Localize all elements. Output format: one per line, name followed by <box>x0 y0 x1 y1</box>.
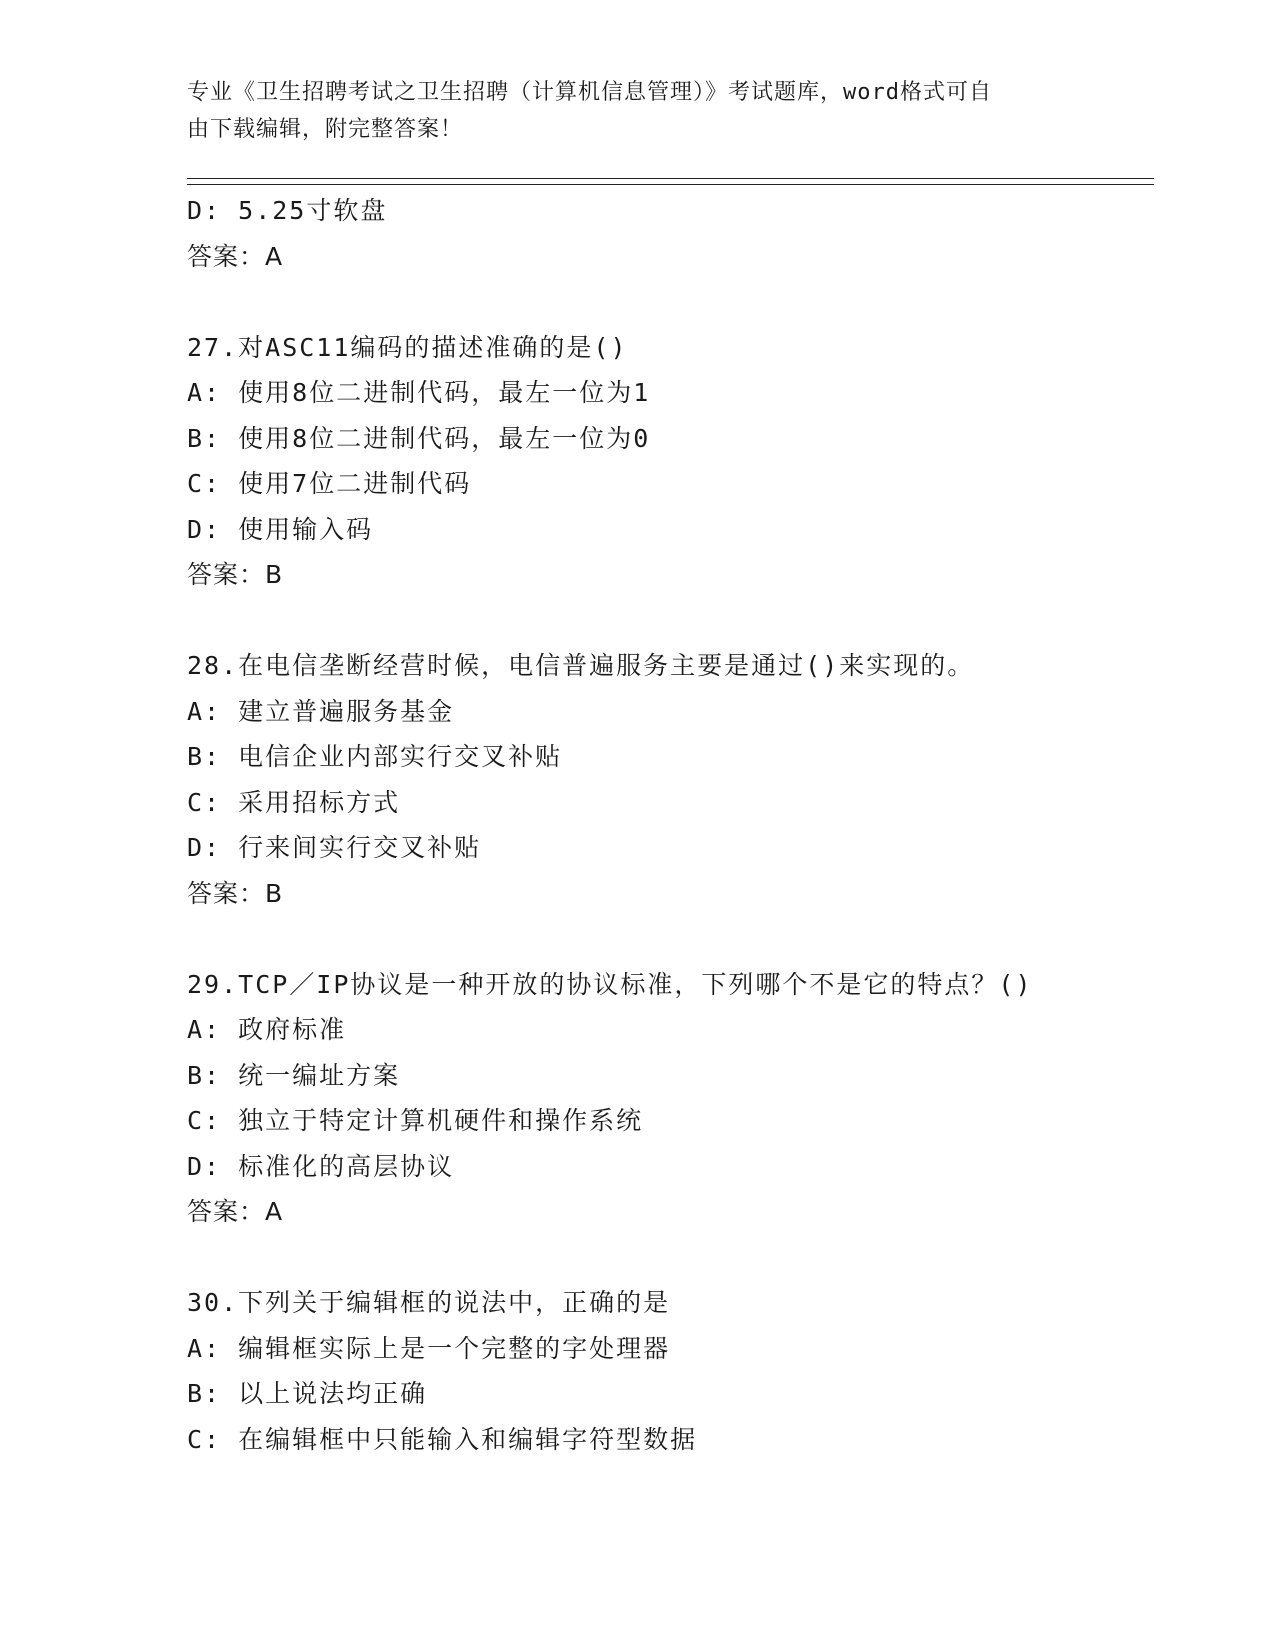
spacer <box>187 1235 1187 1281</box>
question-29 <box>187 962 1187 1235</box>
header-divider-bottom <box>187 184 1154 185</box>
question-list <box>187 188 1187 1462</box>
option-c: C: 采用招标方式 <box>187 787 401 817</box>
answer: 答案：B <box>187 560 284 589</box>
option-c: C: 在编辑框中只能输入和编辑字符型数据 <box>187 1424 698 1454</box>
answer: 答案：A <box>187 1197 284 1226</box>
answer: 答案：B <box>187 878 284 908</box>
header-line-2: 由下载编辑，附完整答案！ <box>187 117 464 142</box>
spacer <box>187 279 1187 325</box>
option-a: A: 编辑框实际上是一个完整的字处理器 <box>187 1333 671 1363</box>
prev-option-d: D: 5.25寸软盘 <box>187 196 388 225</box>
option-a: A: 使用8位二进制代码，最左一位为1 <box>187 378 651 407</box>
option-a: A: 政府标准 <box>187 1015 347 1044</box>
question-stem: 27.对ASC11编码的描述准确的是() <box>187 332 628 362</box>
question-stem: 29.TCP／IP协议是一种开放的协议标准，下列哪个不是它的特点？() <box>187 969 1033 999</box>
header-line-1: 专业《卫生招聘考试之卫生招聘（计算机信息管理）》考试题库，word格式可自 <box>187 80 992 105</box>
option-d: D: 使用输入码 <box>187 514 374 544</box>
option-b: B: 统一编址方案 <box>187 1060 401 1090</box>
option-a: A: 建立普遍服务基金 <box>187 696 455 726</box>
spacer <box>187 916 1187 962</box>
question-30 <box>187 1280 1187 1462</box>
prev-answer: 答案：A <box>187 241 284 271</box>
header-divider-top <box>187 178 1154 179</box>
option-c: C: 独立于特定计算机硬件和操作系统 <box>187 1106 644 1135</box>
option-b: B: 电信企业内部实行交叉补贴 <box>187 742 563 771</box>
option-d: D: 标准化的高层协议 <box>187 1151 455 1181</box>
question-28 <box>187 643 1187 916</box>
option-b: B: 以上说法均正确 <box>187 1379 428 1408</box>
question-stem: 28.在电信垄断经营时候，电信普遍服务主要是通过()来实现的。 <box>187 651 975 680</box>
option-b: B: 使用8位二进制代码，最左一位为0 <box>187 423 651 453</box>
option-d: D: 行来间实行交叉补贴 <box>187 833 482 862</box>
question-stem: 30.下列关于编辑框的说法中，正确的是 <box>187 1288 671 1317</box>
spacer <box>187 598 1187 644</box>
option-c: C: 使用7位二进制代码 <box>187 469 472 498</box>
question-27 <box>187 325 1187 598</box>
document-header <box>187 74 1087 148</box>
